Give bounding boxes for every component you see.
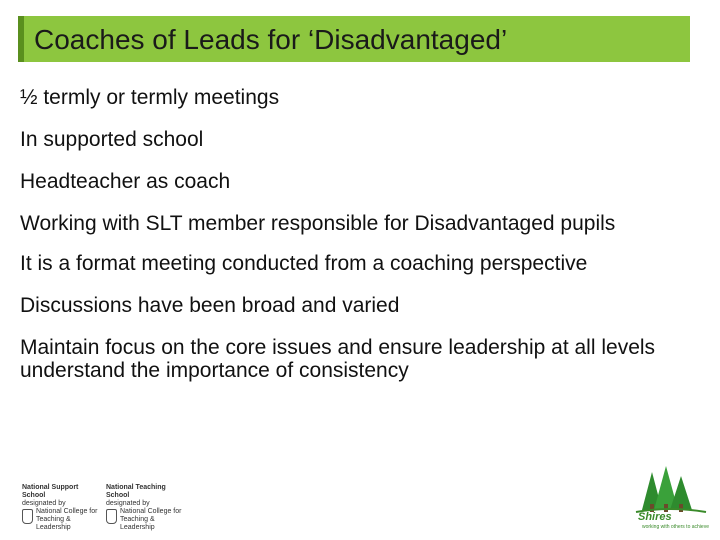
crest-icon <box>106 509 117 524</box>
national-support-school-logo <box>22 484 100 532</box>
bullet-item: Maintain focus on the core issues and ensure leadership at all levels understand the importance of consistency <box>20 336 656 382</box>
bullet-item: Working with SLT member responsible for Disadvantaged pupils <box>20 212 616 235</box>
logo-line: designated by <box>106 500 150 507</box>
logo-line: National Support School <box>22 484 79 499</box>
bullet-item: It is a format meeting conducted from a coaching perspective <box>20 252 588 275</box>
logo-line: National Teaching School <box>106 484 166 499</box>
shires-tagline: working with others to achieve <box>642 524 709 530</box>
crest-icon <box>22 509 33 524</box>
bullet-item: In supported school <box>20 128 204 151</box>
slide-title: Coaches of Leads for ‘Disadvantaged’ <box>34 24 508 55</box>
bullet-list <box>20 86 690 401</box>
shires-logo <box>632 466 710 530</box>
logo-row <box>106 508 190 532</box>
logo-line: Teaching & Leadership <box>120 516 155 531</box>
tree-icon <box>632 466 710 514</box>
logo-line: National College for <box>36 508 98 515</box>
logo-line: designated by <box>22 500 66 507</box>
title-bar <box>18 16 690 62</box>
bullet-item: Discussions have been broad and varied <box>20 294 400 317</box>
national-teaching-school-logo <box>106 484 190 532</box>
bullet-item: Headteacher as coach <box>20 170 231 193</box>
shires-name: Shires <box>638 511 672 523</box>
logo-line: Teaching & Leadership <box>36 516 71 531</box>
bullet-item: ½ termly or termly meetings <box>20 86 280 109</box>
logo-row <box>22 508 100 532</box>
logo-line: National College for <box>120 508 182 515</box>
